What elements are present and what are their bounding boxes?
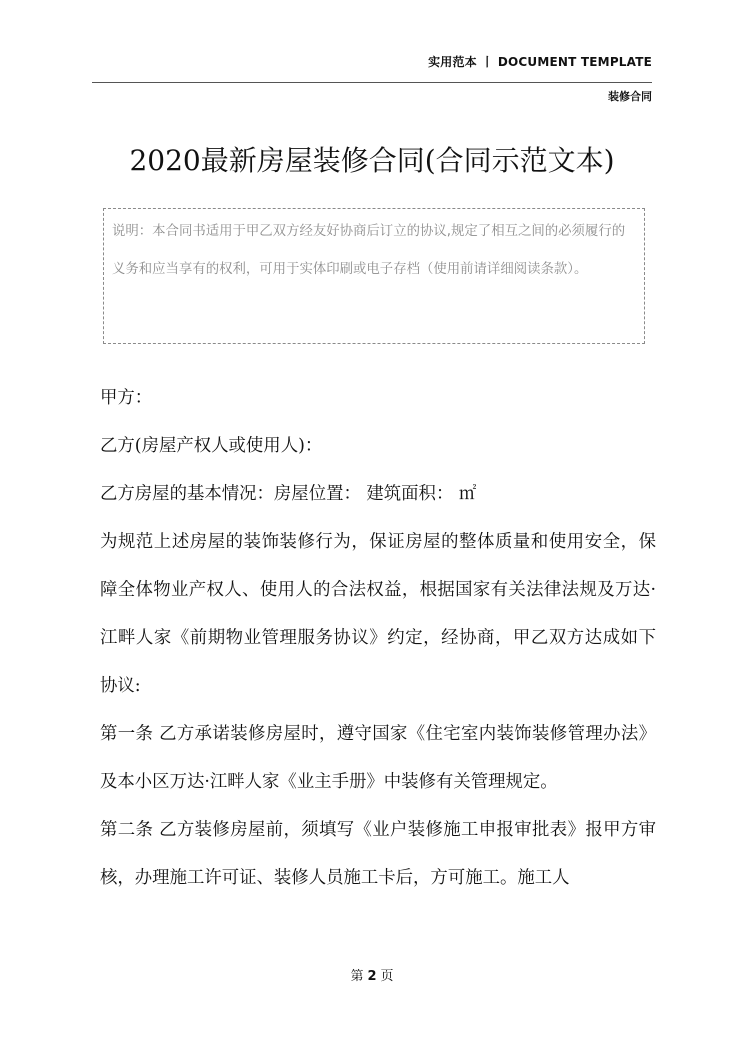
article-2-paragraph: 第二条 乙方装修房屋前，须填写《业户装修施工申报审批表》报甲方审核，办理施工许可证、装修人员施工卡后，方可施工。施工人 bbox=[100, 820, 656, 888]
page-number-prefix: 第 bbox=[350, 969, 364, 984]
page-number-suffix: 页 bbox=[380, 969, 394, 984]
property-info-line: 乙方房屋的基本情况：房屋位置： 建筑面积： ㎡ bbox=[100, 484, 477, 504]
header-template-label: 实用范本 丨 DOCUMENT TEMPLATE bbox=[428, 55, 652, 69]
article-1-paragraph: 第一条 乙方承诺装修房屋时，遵守国家《住宅室内装饰装修管理办法》及本小区万达·江畔人家《业主手册》中装修有关管理规定。 bbox=[100, 724, 656, 792]
note-box bbox=[103, 208, 645, 344]
header-divider bbox=[92, 82, 652, 83]
page-number bbox=[0, 965, 744, 984]
page-number-value: 2 bbox=[367, 969, 377, 984]
preamble-paragraph: 为规范上述房屋的装饰装修行为，保证房屋的整体质量和使用安全，保障全体物业产权人、使用人的合法权益，根据国家有关法律法规及万达·江畔人家《前期物业管理服务协议》约定，经协商，甲乙双方达成如下协议: bbox=[100, 532, 656, 696]
document-title: 2020最新房屋装修合同(合同示范文本) bbox=[129, 144, 615, 177]
document-body bbox=[100, 374, 656, 902]
party-a-line: 甲方： bbox=[100, 388, 153, 408]
party-b-line: 乙方(房屋产权人或使用人)： bbox=[100, 436, 323, 456]
header-document-type: 装修合同 bbox=[608, 90, 652, 103]
note-text: 说明：本合同书适用于甲乙双方经友好协商后订立的协议,规定了相互之间的必须履行的义务和应当享有的权利，可用于实体印刷或电子存档（使用前请详细阅读条款）。 bbox=[112, 224, 626, 277]
